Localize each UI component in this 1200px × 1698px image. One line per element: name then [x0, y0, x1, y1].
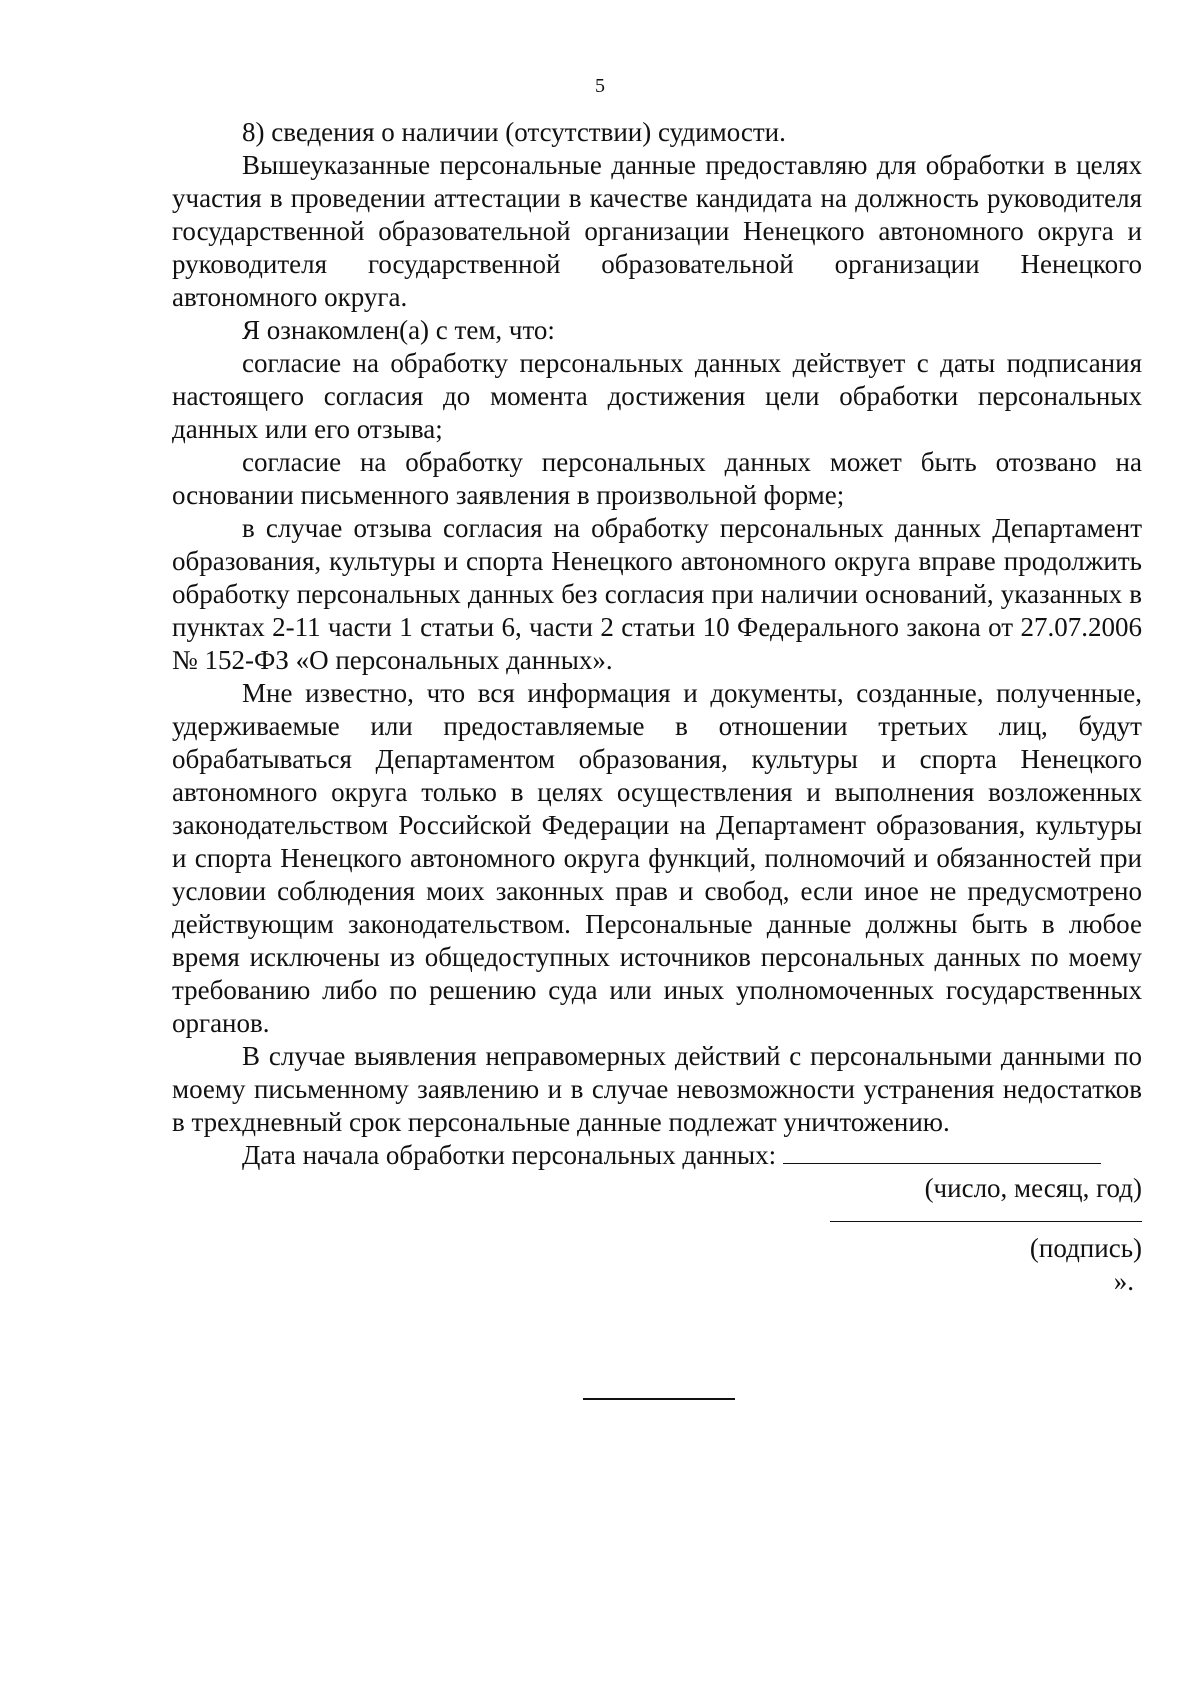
- date-blank-field: [783, 1139, 1101, 1164]
- paragraph-purpose: Вышеуказанные персональные данные предоставляю для обработки в целях участия в проведении аттестации в качестве кандидата на должность руководителя государственной образовательной организации Ненецкого автономного округа и руководителя государственной образовательной организации Ненецкого автономного округа.: [172, 150, 1142, 312]
- signature-blank-field: [830, 1221, 1142, 1222]
- end-of-document-rule: [583, 1398, 735, 1400]
- page-number: 5: [595, 75, 605, 97]
- paragraph-consent-revocation: согласие на обработку персональных данных может быть отозвано на основании письменного заявления в произвольной форме;: [172, 447, 1142, 510]
- processing-start-date-line: [172, 1139, 1142, 1172]
- signature-caption: (подпись): [1029, 1233, 1142, 1263]
- paragraph-information-usage: Мне известно, что вся информация и документы, созданные, полученные, удерживаемые или предоставляемые в отношении третьих лиц, будут обрабатываться Департаментом образования, культуры и спорта Ненецкого автономного округа только в целях осуществления и выполнения возложенных законодательством Российской Федерации на Департамент образования, культуры и спорта Ненецкого автономного округа функций, полномочий и обязанностей при условии соблюдения моих законных прав и свобод, если иное не предусмотрено действующим законодательством. Персональные данные должны быть в любое время исключены из общедоступных источников персональных данных по моему требованию либо по решению суда или иных уполномоченных государственных органов.: [172, 678, 1142, 1038]
- paragraph-revocation-consequences: в случае отзыва согласия на обработку персональных данных Департамент образования, культуры и спорта Ненецкого автономного округа вправе продолжить обработку персональных данных без согласия при наличии оснований, указанных в пунктах 2-11 части 1 статьи 6, части 2 статьи 10 Федерального закона от 27.07.2006 № 152-ФЗ «О персональных данных».: [172, 513, 1142, 675]
- date-caption: (число, месяц, год): [924, 1173, 1142, 1203]
- document-body: [172, 116, 1142, 1298]
- processing-start-date-label: Дата начала обработки персональных данных:: [242, 1140, 777, 1170]
- paragraph-criminal-record: 8) сведения о наличии (отсутствии) судимости.: [242, 117, 786, 147]
- paragraph-data-destruction: В случае выявления неправомерных действий с персональными данными по моему письменному заявлению и в случае невозможности устранения недостатков в трехдневный срок персональные данные подлежат уничтожению.: [172, 1041, 1142, 1137]
- paragraph-acknowledgement: Я ознакомлен(а) с тем, что:: [242, 315, 555, 345]
- paragraph-consent-validity: согласие на обработку персональных данных действует с даты подписания настоящего согласия до момента достижения цели обработки персональных данных или его отзыва;: [172, 348, 1142, 444]
- closing-quote-mark: ».: [1113, 1266, 1134, 1296]
